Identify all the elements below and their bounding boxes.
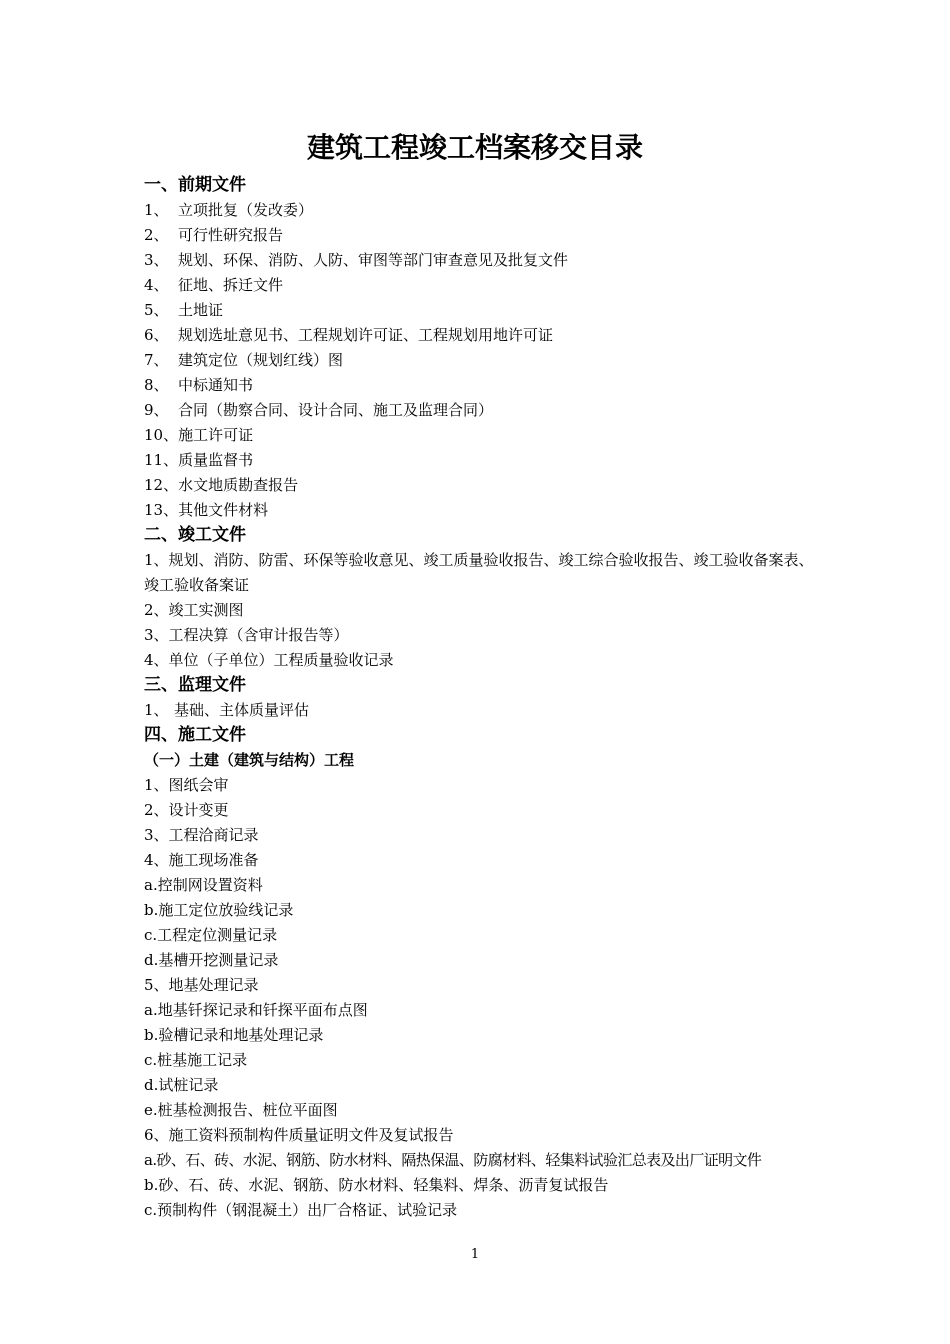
item-number: 7、 [144,351,169,369]
item-text: 基础、主体质量评估 [174,701,310,719]
item-number: 2、 [144,226,169,244]
list-item [144,323,814,348]
list-item: b.砂、石、砖、水泥、钢筋、防水材料、轻集料、焊条、沥青复试报告 [144,1176,609,1194]
item-text: 可行性研究报告 [178,226,284,244]
item-number: 1、 [144,201,169,219]
list-item: 6、施工资料预制构件质量证明文件及复试报告 [144,1126,454,1144]
list-item: 4、施工现场准备 [144,851,259,869]
item-number: 10、 [144,426,179,444]
item-number: 3、 [144,251,169,269]
list-item: 2、设计变更 [144,801,229,819]
document-body [144,173,814,1223]
list-item [144,223,814,248]
list-item [144,648,814,673]
item-text: 规划、消防、防雷、环保等验收意见、竣工质量验收报告、竣工综合验收报告、竣工验收备案表、竣工验收备案证 [144,551,814,594]
list-item [144,623,814,648]
list-item: 3、工程洽商记录 [144,826,259,844]
list-item [144,398,814,423]
list-item [144,448,814,473]
item-text: 施工许可证 [178,426,254,444]
item-number: 3、 [144,626,169,644]
page-number: 1 [470,1247,480,1262]
item-number: 13、 [144,501,179,519]
item-text: 工程决算（含审计报告等） [168,626,349,644]
list-item: d.基槽开挖测量记录 [144,951,279,969]
section-heading-completion: 二、竣工文件 [144,525,246,545]
list-item: b.施工定位放验线记录 [144,901,294,919]
list-item: c.桩基施工记录 [144,1051,248,1069]
list-item: c.预制构件（钢混凝土）出厂合格证、试验记录 [144,1201,458,1219]
item-number: 4、 [144,651,169,669]
item-number: 2、 [144,601,169,619]
list-item [144,498,814,523]
item-number: 5、 [144,301,169,319]
section-heading-preliminary: 一、前期文件 [144,175,246,195]
list-item [144,473,814,498]
item-number: 1、 [144,701,169,719]
list-item: 1、图纸会审 [144,776,229,794]
item-text: 单位（子单位）工程质量验收记录 [168,651,394,669]
list-item: a.砂、石、砖、水泥、钢筋、防水材料、隔热保温、防腐材料、轻集料试验汇总表及出厂证明文件 [144,1151,762,1169]
list-item [144,198,814,223]
item-number: 4、 [144,276,169,294]
item-text: 规划、环保、消防、人防、审图等部门审查意见及批复文件 [178,251,569,269]
list-item: e.桩基检测报告、桩位平面图 [144,1101,338,1119]
list-item [144,348,814,373]
list-item [144,598,814,623]
item-number: 12、 [144,476,179,494]
item-text: 立项批复（发改委） [178,201,314,219]
list-item [144,248,814,273]
item-text: 中标通知书 [178,376,254,394]
item-text: 土地证 [178,301,224,319]
list-item: a.地基钎探记录和钎探平面布点图 [144,1001,368,1019]
item-number: 6、 [144,326,169,344]
item-text: 水文地质勘查报告 [178,476,299,494]
item-text: 规划选址意见书、工程规划许可证、工程规划用地许可证 [178,326,554,344]
list-item [144,273,814,298]
list-item: b.验槽记录和地基处理记录 [144,1026,324,1044]
list-item [144,298,814,323]
item-number: 8、 [144,376,169,394]
item-text: 竣工实测图 [168,601,244,619]
item-text: 合同（勘察合同、设计合同、施工及监理合同） [178,401,494,419]
list-item: 5、地基处理记录 [144,976,259,994]
document-title: 建筑工程竣工档案移交目录 [306,131,643,164]
item-number: 11、 [144,451,179,469]
subsection-heading-civil: （一）土建（建筑与结构）工程 [144,751,355,769]
item-text: 质量监督书 [178,451,254,469]
item-text: 其他文件材料 [178,501,269,519]
list-item: c.工程定位测量记录 [144,926,278,944]
item-text: 征地、拆迁文件 [178,276,284,294]
section-heading-supervision: 三、监理文件 [144,675,246,695]
item-number: 9、 [144,401,169,419]
item-text: 建筑定位（规划红线）图 [178,351,344,369]
section-heading-construction: 四、施工文件 [144,725,246,745]
list-item [144,423,814,448]
list-item [144,698,814,723]
list-item: d.试桩记录 [144,1076,219,1094]
list-item [144,548,814,598]
item-number: 1、 [144,551,169,569]
list-item: a.控制网设置资料 [144,876,263,894]
list-item [144,373,814,398]
